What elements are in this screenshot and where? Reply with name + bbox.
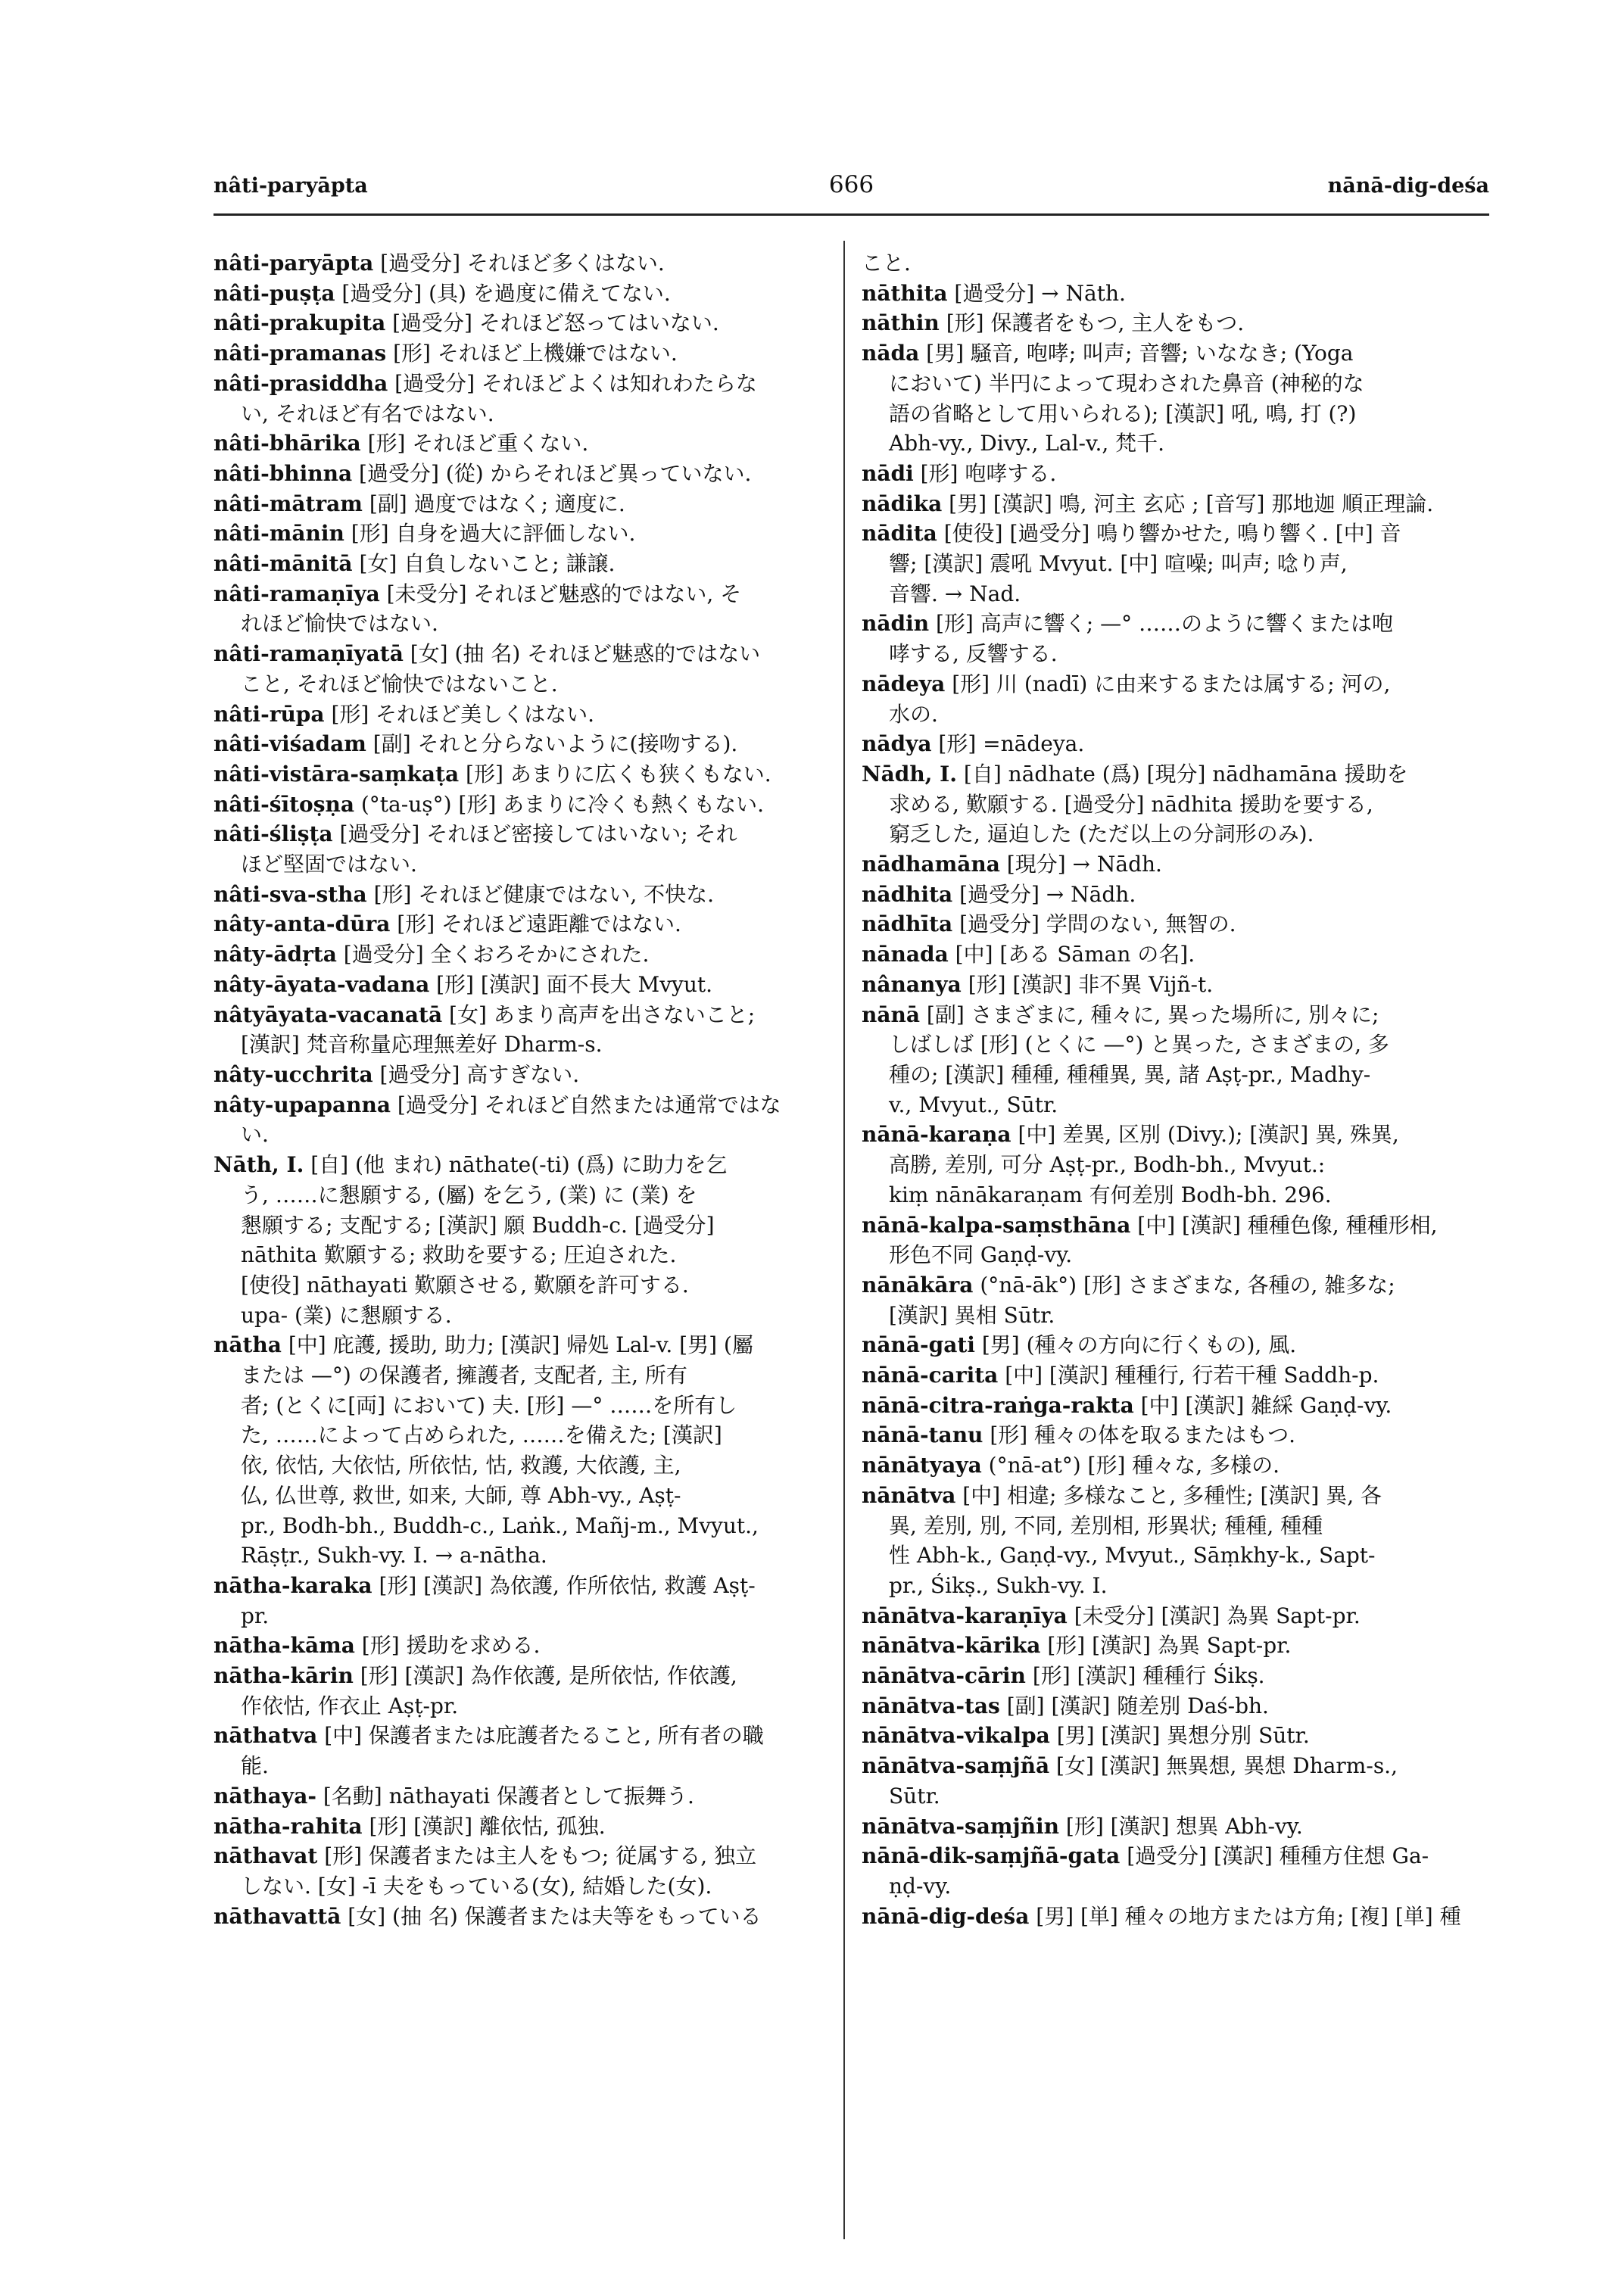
entry-text: ほど堅固ではない. bbox=[241, 852, 417, 877]
entry-continuation-line bbox=[862, 1871, 1490, 1902]
entry-text: 仏, 仏世尊, 救世, 如来, 大師, 尊 Abh-vy., Aṣṭ- bbox=[241, 1482, 681, 1508]
entry-continuation-line bbox=[214, 1120, 842, 1150]
dictionary-entry bbox=[862, 308, 1490, 338]
entry-text: [名動] nāthayati 保護者として振舞う. bbox=[323, 1783, 694, 1809]
entry-continuation-line bbox=[214, 1601, 842, 1631]
entry-text: 者; (とくに[両] において) 夫. [形] —° ……を所有し bbox=[241, 1392, 737, 1418]
entry-continuation-line bbox=[214, 1360, 842, 1391]
entry-text: [過受分] 高すぎない. bbox=[379, 1061, 580, 1087]
entry-headword: nāthavattā bbox=[214, 1903, 341, 1929]
header-left-guide-word: nâti-paryāpta bbox=[214, 174, 368, 198]
dictionary-entry bbox=[214, 1841, 842, 1871]
entry-continuation-line bbox=[862, 639, 1490, 669]
entry-text: [漢訳] 梵音称量応理無差好 Dharm-s. bbox=[241, 1032, 603, 1058]
entry-continuation-line bbox=[214, 1450, 842, 1481]
entry-text: [女] あまり高声を出さないこと; bbox=[449, 1002, 756, 1027]
entry-text: [形] [漢訳] 為作依護, 是所依怙, 作依護, bbox=[360, 1663, 737, 1689]
dictionary-entry bbox=[862, 1601, 1490, 1631]
entry-text: しばしば [形] (とくに —°) と異った, さまざまの, 多 bbox=[889, 1032, 1389, 1058]
entry-text: (°ta-uṣ°) [形] あまりに冷くも熱くもない. bbox=[360, 791, 765, 817]
entry-text: [形] [漢訳] 為異 Sapt-pr. bbox=[1047, 1633, 1292, 1659]
entry-text: [男] [漢訳] 異想分別 Sūtr. bbox=[1056, 1723, 1310, 1749]
dictionary-entry bbox=[214, 1060, 842, 1090]
entry-headword: nâti-rūpa bbox=[214, 701, 325, 727]
entry-continuation-line bbox=[862, 369, 1490, 399]
dictionary-entry bbox=[214, 549, 842, 579]
entry-continuation-line bbox=[862, 428, 1490, 459]
dictionary-entry bbox=[214, 248, 842, 279]
entry-text: upa- (業) に懇願する. bbox=[241, 1302, 452, 1328]
entry-headword: nāthatva bbox=[214, 1723, 318, 1749]
entry-text: 異, 差別, 別, 不同, 差別相, 形異状; 種種, 種種 bbox=[889, 1513, 1323, 1538]
entry-text: い. bbox=[241, 1122, 269, 1148]
entry-text: た, ……によって占められた, ……を備えた; [漢訳] bbox=[241, 1422, 722, 1448]
entry-headword: nādhita bbox=[862, 881, 953, 907]
entry-text: [過受分] (從) からそれほど異っていない. bbox=[359, 460, 752, 486]
dictionary-entry bbox=[862, 1751, 1490, 1781]
entry-text: pr. bbox=[241, 1603, 270, 1628]
entry-text: [形] それほど美しくはない. bbox=[331, 701, 595, 727]
entry-text: [形] 援助を求める. bbox=[361, 1633, 541, 1659]
dictionary-entry bbox=[862, 338, 1490, 369]
entry-text: 響; [漢訳] 震吼 Mvyut. [中] 喧噪; 叫声; 唸り声, bbox=[889, 551, 1348, 577]
entry-text: [過受分] 全くおろそかにされた. bbox=[343, 942, 650, 967]
entry-continuation-line bbox=[214, 669, 842, 699]
dictionary-entry bbox=[214, 970, 842, 1000]
dictionary-entry bbox=[862, 1691, 1490, 1721]
entry-text: [男] [単] 種々の地方または方角; [複] [単] 種 bbox=[1036, 1903, 1461, 1929]
entry-headword: nâti-paryāpta bbox=[214, 251, 374, 276]
entry-text: [副] さまざまに, 種々に, 異った場所に, 別々に; bbox=[926, 1002, 1379, 1027]
entry-headword: nānātva-karaṇīya bbox=[862, 1603, 1068, 1628]
dictionary-entry bbox=[214, 369, 842, 399]
entry-text: [形] 保護者をもつ, 主人をもつ. bbox=[946, 310, 1245, 336]
dictionary-entry bbox=[862, 939, 1490, 970]
entry-text: 種の; [漢訳] 種種, 種種異, 異, 諸 Aṣṭ-pr., Madhy- bbox=[889, 1061, 1371, 1087]
dictionary-entry bbox=[862, 1270, 1490, 1301]
entry-headword: nānā-tanu bbox=[862, 1422, 983, 1448]
dictionary-entry bbox=[214, 1090, 842, 1120]
dictionary-entry bbox=[862, 609, 1490, 639]
dictionary-entry bbox=[862, 909, 1490, 939]
dictionary-entry bbox=[214, 459, 842, 489]
dictionary-entry bbox=[862, 248, 1490, 279]
dictionary-entry bbox=[214, 819, 842, 849]
entry-text: pr., Bodh-bh., Buddh-c., Laṅk., Mañj-m., Mvyut., bbox=[241, 1513, 759, 1538]
entry-headword: nānātva-vikalpa bbox=[862, 1723, 1050, 1749]
entry-text: [形] それほど健康ではない, 不快な. bbox=[373, 881, 715, 907]
entry-headword: nāthaya- bbox=[214, 1783, 316, 1809]
entry-continuation-line bbox=[214, 1391, 842, 1421]
entry-continuation-line bbox=[214, 1270, 842, 1301]
entry-headword: nâti-mānitā bbox=[214, 551, 353, 577]
dictionary-entry bbox=[862, 1420, 1490, 1450]
entry-continuation-line bbox=[862, 549, 1490, 579]
header-right-guide-word: nānā-dig-deśa bbox=[1327, 174, 1489, 198]
entry-text: [過受分] それほど多くはない. bbox=[380, 251, 665, 276]
entry-text: pr., Śikṣ., Sukh-vy. I. bbox=[889, 1572, 1108, 1598]
entry-continuation-line bbox=[862, 1781, 1490, 1812]
entry-text: [形] 自身を過大に評価しない. bbox=[351, 521, 636, 547]
dictionary-entry bbox=[214, 909, 842, 939]
entry-headword: nâti-viśadam bbox=[214, 731, 366, 757]
entry-continuation-line bbox=[214, 849, 842, 880]
entry-text: [使役] nāthayati 歎願させる, 歎願を許可する. bbox=[241, 1272, 689, 1298]
entry-continuation-line bbox=[862, 699, 1490, 730]
dictionary-entry bbox=[862, 1330, 1490, 1360]
dictionary-entry bbox=[862, 970, 1490, 1000]
entry-headword: nānātva-saṃjñin bbox=[862, 1813, 1059, 1839]
dictionary-entry bbox=[862, 849, 1490, 880]
entry-headword: nānā-dik-saṃjñā-gata bbox=[862, 1843, 1121, 1869]
entry-text: kiṃ nānākaraṇam 有何差別 Bodh-bh. 296. bbox=[889, 1182, 1332, 1207]
entry-headword: nānātva-cārin bbox=[862, 1663, 1026, 1689]
entry-text: [女] (抽 名) 保護者または夫等をもっている bbox=[348, 1903, 762, 1929]
dictionary-entry bbox=[214, 428, 842, 459]
dictionary-entry bbox=[214, 1721, 842, 1751]
dictionary-entry bbox=[214, 790, 842, 820]
entry-text: [副] [漢訳] 随差別 Daś-bh. bbox=[1006, 1693, 1269, 1718]
entry-text: [形] それほど上機嫌ではない. bbox=[393, 341, 678, 366]
entry-text: 形色不同 Gaṇḍ-vy. bbox=[889, 1242, 1073, 1268]
dictionary-entry bbox=[862, 1391, 1490, 1421]
entry-text: [形] それほど重くない. bbox=[367, 431, 589, 456]
dictionary-entry bbox=[862, 759, 1490, 790]
entry-text: 水の. bbox=[889, 701, 938, 727]
dictionary-entry bbox=[862, 459, 1490, 489]
entry-text: [形] あまりに広くも狭くもない. bbox=[466, 761, 771, 787]
entry-headword: Nāth, I. bbox=[214, 1152, 304, 1178]
dictionary-entry bbox=[862, 1210, 1490, 1241]
entry-text: 作依怙, 作衣止 Aṣṭ-pr. bbox=[241, 1693, 459, 1718]
entry-text: [形] 川 (nadī) に由来するまたは属する; 河の, bbox=[952, 671, 1391, 696]
entry-text: [女] 自負しないこと; 謙譲. bbox=[359, 551, 616, 577]
entry-text: [漢訳] 異相 Sūtr. bbox=[889, 1302, 1055, 1328]
entry-text: [中] 保護者または庇護者たること, 所有者の職 bbox=[324, 1723, 764, 1749]
dictionary-entry bbox=[862, 1902, 1490, 1932]
entry-headword: nānātva-tas bbox=[862, 1693, 1000, 1718]
dictionary-entry bbox=[862, 1000, 1490, 1030]
entry-text: こと, それほど愉快ではないこと. bbox=[241, 671, 558, 696]
entry-headword: nâti-bhārika bbox=[214, 431, 361, 456]
dictionary-entry bbox=[214, 939, 842, 970]
entry-continuation-line bbox=[862, 1180, 1490, 1210]
entry-continuation-line bbox=[862, 819, 1490, 849]
entry-headword: nâti-prasiddha bbox=[214, 370, 388, 396]
entry-text: こと. bbox=[862, 251, 911, 276]
dictionary-entry bbox=[862, 1631, 1490, 1661]
entry-text: [形] それほど遠距離ではない. bbox=[397, 911, 681, 937]
entry-headword: nādin bbox=[862, 611, 930, 637]
entry-headword: nātha-kāma bbox=[214, 1633, 355, 1659]
entry-text: しない. [女] -ī 夫をもっている(女), 結婚した(女). bbox=[241, 1873, 712, 1899]
entry-headword: nānātva bbox=[862, 1482, 956, 1508]
entry-continuation-line bbox=[862, 1541, 1490, 1571]
entry-headword: nānā-kalpa-saṃsthāna bbox=[862, 1212, 1131, 1238]
entry-continuation-line bbox=[214, 1301, 842, 1331]
dictionary-entry bbox=[214, 880, 842, 910]
entry-text: [中] 差異, 区別 (Divy.); [漢訳] 異, 殊異, bbox=[1018, 1122, 1399, 1148]
entry-text: [過受分] (具) を過度に備えてない. bbox=[341, 280, 671, 306]
entry-headword: nâty-āyata-vadana bbox=[214, 971, 430, 997]
entry-headword: nāda bbox=[862, 341, 920, 366]
entry-continuation-line bbox=[862, 1150, 1490, 1180]
entry-headword: nādi bbox=[862, 460, 914, 486]
entry-text: [形] 種々の体を取るまたはもつ. bbox=[990, 1422, 1295, 1448]
entry-text: [形] 咆哮する. bbox=[920, 460, 1057, 486]
entry-headword: nāthavat bbox=[214, 1843, 318, 1869]
entry-headword: nādhīta bbox=[862, 911, 953, 937]
entry-headword: nâti-mātram bbox=[214, 491, 363, 516]
entry-headword: nānā-carita bbox=[862, 1363, 999, 1388]
dictionary-entry bbox=[862, 729, 1490, 759]
entry-continuation-line bbox=[862, 1060, 1490, 1090]
entry-continuation-line bbox=[214, 1210, 842, 1241]
entry-continuation-line bbox=[862, 790, 1490, 820]
entry-text: [自] (他 まれ) nāthate(-ti) (爲) に助力を乞 bbox=[310, 1152, 728, 1178]
entry-text: [過受分] それほど怒ってはいない. bbox=[392, 310, 719, 336]
entry-continuation-line bbox=[862, 1511, 1490, 1541]
dictionary-entry bbox=[862, 1812, 1490, 1842]
dictionary-entry bbox=[862, 519, 1490, 549]
dictionary-entry bbox=[214, 1150, 842, 1180]
entry-headword: nādhamāna bbox=[862, 852, 1000, 877]
entry-headword: nâtyāyata-vacanatā bbox=[214, 1002, 443, 1027]
entry-text: [副] 過度ではなく; 適度に. bbox=[369, 491, 625, 516]
entry-text: [女] [漢訳] 無異想, 異想 Dharm-s., bbox=[1056, 1753, 1398, 1779]
entry-continuation-line bbox=[214, 1420, 842, 1450]
entry-headword: nādika bbox=[862, 491, 943, 516]
entry-text: 性 Abh-k., Gaṇḍ-vy., Mvyut., Sāṃkhy-k., Sapt- bbox=[889, 1543, 1376, 1569]
entry-text: 求める, 歎願する. [過受分] nādhita 援助を要する, bbox=[889, 791, 1373, 817]
entry-continuation-line bbox=[862, 399, 1490, 429]
entry-headword: nâti-vistāra-saṃkaṭa bbox=[214, 761, 460, 787]
entry-headword: nānā-karaṇa bbox=[862, 1122, 1011, 1148]
entry-text: 哮する, 反響する. bbox=[889, 641, 1058, 667]
entry-text: う, ……に懇願する, (屬) を乞う, (業) に (業) を bbox=[241, 1182, 697, 1207]
dictionary-entry bbox=[862, 1481, 1490, 1511]
entry-text: [中] 相違; 多様なこと, 多種性; [漢訳] 異, 各 bbox=[962, 1482, 1382, 1508]
entry-text: 懇願する; 支配する; [漢訳] 願 Buddh-c. [過受分] bbox=[241, 1212, 715, 1238]
entry-text: 依, 依怙, 大依怙, 所依怙, 怙, 救護, 大依護, 主, bbox=[241, 1453, 681, 1478]
entry-text: Rāṣṭr., Sukh-vy. I. → a-nātha. bbox=[241, 1543, 547, 1569]
entry-headword: nâty-ucchrita bbox=[214, 1061, 373, 1087]
entry-text: い, それほど有名ではない. bbox=[241, 400, 494, 426]
dictionary-entry bbox=[862, 1721, 1490, 1751]
entry-headword: nātha-rahita bbox=[214, 1813, 363, 1839]
entry-headword: nâti-prakupita bbox=[214, 310, 386, 336]
entry-headword: nâti-mānin bbox=[214, 521, 344, 547]
entry-text: [過受分] それほど自然または通常ではな bbox=[397, 1092, 781, 1117]
entry-headword: nāthita bbox=[862, 280, 948, 306]
entry-text: 能. bbox=[241, 1753, 269, 1779]
entry-text: [中] [漢訳] 種種行, 行若干種 Saddh-p. bbox=[1005, 1363, 1379, 1388]
entry-headword: nānada bbox=[862, 942, 949, 967]
entry-continuation-line bbox=[862, 579, 1490, 609]
entry-headword: nānātyaya bbox=[862, 1453, 982, 1478]
entry-continuation-line bbox=[214, 1240, 842, 1270]
entry-text: [形] 保護者または主人をもつ; 従属する, 独立 bbox=[324, 1843, 757, 1869]
entry-text: [形] [漢訳] 為依護, 作所依怙, 救護 Aṣṭ- bbox=[379, 1572, 756, 1598]
entry-text: ṇḍ-vy. bbox=[889, 1873, 952, 1899]
dictionary-entry bbox=[214, 338, 842, 369]
dictionary-entry bbox=[214, 308, 842, 338]
entry-continuation-line bbox=[862, 1571, 1490, 1601]
entry-headword: nâty-ādṛta bbox=[214, 942, 337, 967]
entry-headword: nâti-ramaṇīya bbox=[214, 581, 380, 606]
entry-text: [男] (種々の方向に行くもの), 風. bbox=[981, 1332, 1297, 1358]
entry-text: [中] [漢訳] 雑綵 Gaṇḍ-vy. bbox=[1140, 1392, 1392, 1418]
entry-text: [形] [漢訳] 種種行 Śikṣ. bbox=[1032, 1663, 1265, 1689]
entry-headword: nānā-dig-deśa bbox=[862, 1903, 1030, 1929]
dictionary-entry bbox=[214, 1902, 842, 1932]
entry-headword: nānātva-kārika bbox=[862, 1633, 1041, 1659]
dictionary-entry bbox=[862, 279, 1490, 309]
entry-continuation-line bbox=[214, 1751, 842, 1781]
entry-text: [未受分] [漢訳] 為異 Sapt-pr. bbox=[1074, 1603, 1361, 1628]
entry-headword: nādeya bbox=[862, 671, 946, 696]
entry-continuation-line bbox=[214, 1691, 842, 1721]
entry-text: v., Mvyut., Sūtr. bbox=[889, 1092, 1058, 1117]
dictionary-entry bbox=[214, 489, 842, 519]
entry-headword: nâti-bhinna bbox=[214, 460, 353, 486]
entry-text: れほど愉快ではない. bbox=[241, 611, 438, 637]
dictionary-entry bbox=[862, 1450, 1490, 1481]
entry-text: (°nā-at°) [形] 種々な, 多様の. bbox=[988, 1453, 1280, 1478]
dictionary-entry bbox=[214, 279, 842, 309]
entry-headword: nādita bbox=[862, 521, 937, 547]
entry-text: [副] それと分らないように(接吻する). bbox=[372, 731, 738, 757]
entry-headword: nâti-pramanas bbox=[214, 341, 387, 366]
entry-text: [男] [漢訳] 鳴, 河主 玄応 ; [音写] 那地迦 順正理論. bbox=[949, 491, 1434, 516]
column-divider bbox=[843, 241, 845, 2239]
entry-headword: nâty-anta-dūra bbox=[214, 911, 391, 937]
entry-headword: nātha-kārin bbox=[214, 1663, 354, 1689]
entry-text: [女] (抽 名) それほど魅惑的ではない bbox=[410, 641, 761, 667]
dictionary-entry bbox=[862, 1841, 1490, 1871]
dictionary-entry bbox=[862, 1661, 1490, 1691]
entry-headword: nānātva-saṃjñā bbox=[862, 1753, 1050, 1779]
page-header bbox=[214, 168, 1489, 216]
dictionary-entry bbox=[214, 579, 842, 609]
entry-continuation-line bbox=[862, 1301, 1490, 1331]
entry-headword: nâti-ramaṇīyatā bbox=[214, 641, 404, 667]
entry-headword: nādya bbox=[862, 731, 932, 757]
entry-continuation-line bbox=[862, 1090, 1490, 1120]
entry-text: [形] [漢訳] 面不長大 Mvyut. bbox=[436, 971, 713, 997]
entry-continuation-line bbox=[214, 1180, 842, 1210]
entry-headword: nātha bbox=[214, 1332, 282, 1358]
entry-text: [形] [漢訳] 想異 Abh-vy. bbox=[1065, 1813, 1303, 1839]
right-column bbox=[862, 248, 1490, 1931]
entry-text: [過受分] それほど密接してはいない; それ bbox=[339, 821, 737, 847]
entry-text: または —°) の保護者, 擁護者, 支配者, 主, 所有 bbox=[241, 1363, 687, 1388]
entry-headword: nâti-śītoṣṇa bbox=[214, 791, 354, 817]
entry-text: [形] =nādeya. bbox=[938, 731, 1085, 757]
entry-headword: nānākāra bbox=[862, 1272, 974, 1298]
entry-continuation-line bbox=[214, 1030, 842, 1060]
entry-text: [過受分] [漢訳] 種種方住想 Ga- bbox=[1127, 1843, 1429, 1869]
entry-continuation-line bbox=[214, 399, 842, 429]
entry-text: 高勝, 差別, 可分 Aṣṭ-pr., Bodh-bh., Mvyut.: bbox=[889, 1152, 1326, 1178]
dictionary-entry bbox=[214, 1571, 842, 1601]
entry-text: [中] [漢訳] 種種色像, 種種形相, bbox=[1137, 1212, 1438, 1238]
dictionary-entry bbox=[214, 519, 842, 549]
entry-text: [形] 高声に響く; —° ……のように響くまたは咆 bbox=[935, 611, 1393, 637]
entry-text: [過受分] → Nādh. bbox=[959, 881, 1136, 907]
entry-headword: nātha-karaka bbox=[214, 1572, 372, 1598]
entry-continuation-line bbox=[214, 1481, 842, 1511]
entry-text: [使役] [過受分] 鳴り響かせた, 鳴り響く. [中] 音 bbox=[943, 521, 1401, 547]
entry-headword: Nādh, I. bbox=[862, 761, 958, 787]
entry-continuation-line bbox=[214, 1871, 842, 1902]
left-column bbox=[214, 248, 842, 1931]
entry-headword: nâti-puṣṭa bbox=[214, 280, 335, 306]
entry-text: [過受分] それほどよくは知れわたらな bbox=[394, 370, 757, 396]
entry-continuation-line bbox=[214, 1541, 842, 1571]
entry-text: [未受分] それほど魅惑的ではない, そ bbox=[386, 581, 742, 606]
entry-headword: nâty-upapanna bbox=[214, 1092, 391, 1117]
entry-text: [過受分] 学問のない, 無智の. bbox=[959, 911, 1236, 937]
entry-text: において) 半円によって現わされた鼻音 (神秘的な bbox=[889, 370, 1364, 396]
dictionary-entry bbox=[862, 489, 1490, 519]
dictionary-entry bbox=[862, 1360, 1490, 1391]
entry-headword: nâti-śliṣṭa bbox=[214, 821, 333, 847]
entry-text: [形] [漢訳] 非不異 Vijñ-t. bbox=[968, 971, 1214, 997]
dictionary-entry bbox=[862, 669, 1490, 699]
entry-headword: nāthin bbox=[862, 310, 940, 336]
dictionary-entry bbox=[214, 1631, 842, 1661]
entry-headword: nânanya bbox=[862, 971, 962, 997]
entry-text: [形] [漢訳] 離依怙, 孤独. bbox=[369, 1813, 606, 1839]
entry-headword: nānā bbox=[862, 1002, 920, 1027]
entry-text: nāthita 歎願する; 救助を要する; 圧迫された. bbox=[241, 1242, 677, 1268]
entry-headword: nâti-sva-stha bbox=[214, 881, 367, 907]
entry-headword: nānā-gati bbox=[862, 1332, 975, 1358]
entry-text: Abh-vy., Divy., Lal-v., 梵千. bbox=[889, 431, 1165, 456]
entry-continuation-line bbox=[862, 1240, 1490, 1270]
dictionary-entry bbox=[214, 1330, 842, 1360]
entry-text: [中] [ある Sāman の名]. bbox=[955, 942, 1195, 967]
dictionary-entry bbox=[214, 1781, 842, 1812]
entry-text: [現分] → Nādh. bbox=[1006, 852, 1162, 877]
entry-headword: nānā-citra-raṅga-rakta bbox=[862, 1392, 1134, 1418]
entry-text: 窮乏した, 逼迫した (ただ以上の分詞形のみ). bbox=[889, 821, 1314, 847]
dictionary-entry bbox=[214, 1661, 842, 1691]
dictionary-entry bbox=[214, 759, 842, 790]
entry-text: 音響. → Nad. bbox=[889, 581, 1021, 606]
dictionary-entry bbox=[862, 1120, 1490, 1150]
page-number: 666 bbox=[828, 171, 874, 198]
entry-text: [中] 庇護, 援助, 助力; [漢訳] 帰処 Lal-v. [男] (屬 bbox=[288, 1332, 753, 1358]
entry-text: [過受分] → Nāth. bbox=[954, 280, 1126, 306]
entry-text: Sūtr. bbox=[889, 1783, 940, 1809]
entry-text: [男] 騒音, 咆哮; 叫声; 音響; いななき; (Yoga bbox=[926, 341, 1354, 366]
dictionary-entry bbox=[214, 639, 842, 669]
dictionary-entry bbox=[214, 729, 842, 759]
entry-continuation-line bbox=[214, 1511, 842, 1541]
entry-text: [自] nādhate (爲) [現分] nādhamāna 援助を bbox=[963, 761, 1408, 787]
dictionary-entry bbox=[214, 1000, 842, 1030]
dictionary-entry bbox=[214, 699, 842, 730]
entry-continuation-line bbox=[214, 609, 842, 639]
entry-text: (°nā-āk°) [形] さまざまな, 各種の, 雑多な; bbox=[980, 1272, 1395, 1298]
dictionary-entry bbox=[862, 880, 1490, 910]
dictionary-entry bbox=[214, 1812, 842, 1842]
entry-text: 語の省略として用いられる); [漢訳] 吼, 鳴, 打 (?) bbox=[889, 400, 1357, 426]
entry-continuation-line bbox=[862, 1030, 1490, 1060]
